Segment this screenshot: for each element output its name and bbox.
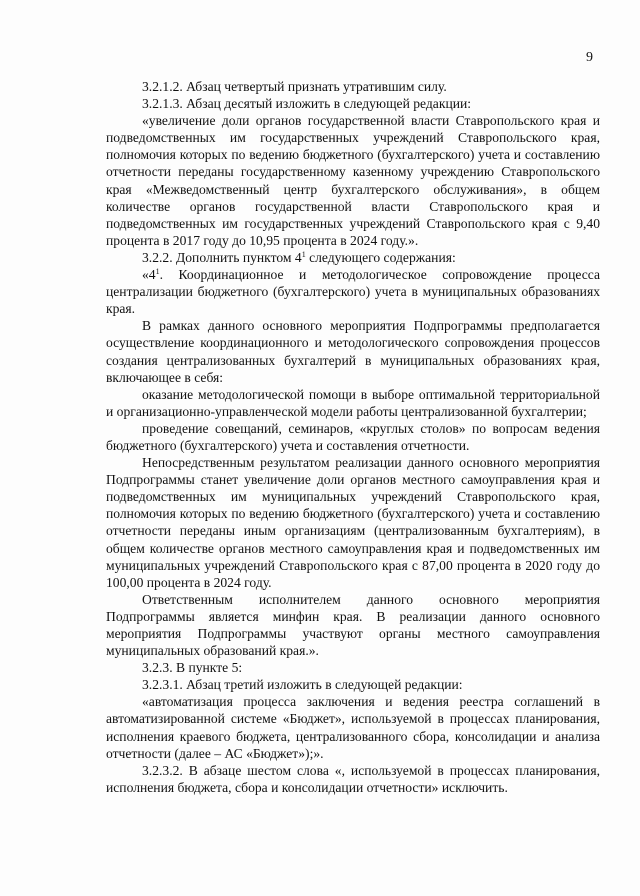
text-segment: «4 (142, 267, 156, 283)
paragraph-3-2-2 (106, 249, 600, 266)
paragraph-quoted-increase-share: «увеличение доли органов государственной власти Ставропольского края и подведомственных им государственных учреждений Ставропольского края, полномочия которых по ведению бюджетного (бухгалтерского) учета и составлению отчетности переданы государственному казенному учреждению Ставропольского края «Межведомственный центр бухгалтерского обслуживания», в общем количестве органов государственной власти Ставропольского края и подведомственных им государственных учреждений Ставропольского края с 9,40 процента в 2017 году до 10,95 процента в 2024 году.». (106, 113, 600, 248)
paragraph-3-2-1-3: 3.2.1.3. Абзац десятый изложить в следующей редакции: (142, 96, 472, 112)
paragraph-automation: «автоматизация процесса заключения и ведения реестра соглашений в автоматизированной системе «Бюджет», используемой в процессах планирования, исполнения краевого бюджета, централизованного сбора, консолидации и анализа отчетности (далее – АС «Бюджет»);». (106, 694, 600, 761)
paragraph-3-2-1-2: 3.2.1.2. Абзац четвертый признать утратившим силу. (142, 79, 447, 94)
document-body (106, 78, 600, 796)
paragraph-methodological-help: оказание методологической помощи в выборе оптимальной территориальной и организационно-управленческой модели работы централизованной бухгалтерии; (106, 386, 600, 419)
paragraph-within-measure: В рамках данного основного мероприятия Подпрограммы предполагается осуществление координационного и методологического сопровождения процессов создания централизованных бухгалтерий в муниципальных образованиях края, включающее в себя: (106, 318, 600, 385)
text-segment: следующего содержания: (305, 249, 456, 265)
superscript: 1 (301, 249, 306, 259)
text-segment: 3.2.2. Дополнить пунктом 4 (142, 249, 302, 265)
paragraph-direct-result: Непосредственным результатом реализации данного основного мероприятия Подпрограммы станет увеличение доли органов местного самоуправления края и подведомственных им муниципальных учреждений Ставропольского края, полномочия которых по ведению бюджетного (бухгалтерского) учета и составлению отчетности переданы иным организациям (централизованным бухгалтериям), в общем количестве органов местного самоуправления края и подведомственных им муниципальных учреждений Ставропольского края с 87,00 процента в 2020 году до 100,00 процента в 2024 году. (106, 455, 600, 590)
page-number: 9 (586, 50, 593, 65)
paragraph-meetings: проведение совещаний, семинаров, «круглых столов» по вопросам ведения бюджетного (бухгалтерского) учета и составления отчетности. (106, 420, 600, 453)
text-segment: . Координационное и методологическое сопровождение процесса централизации бюджетного (бухгалтерского) учета в муниципальных образованиях края. (106, 267, 600, 317)
paragraph-responsible-executor: Ответственным исполнителем данного основного мероприятия Подпрограммы является минфин края. В реализации данного основного мероприятия Подпрограммы участвуют органы местного самоуправления муниципальных образований края.». (106, 591, 600, 659)
paragraph-3-2-3-1: 3.2.3.1. Абзац третий изложить в следующей редакции: (142, 677, 463, 693)
paragraph-item-4-1 (106, 266, 600, 317)
paragraph-3-2-3: 3.2.3. В пункте 5: (142, 660, 243, 676)
superscript: 1 (155, 267, 160, 277)
paragraph-3-2-3-2: 3.2.3.2. В абзаце шестом слова «, используемой в процессах планирования, исполнения бюджета, сбора и консолидации отчетности» исключить. (106, 762, 600, 795)
